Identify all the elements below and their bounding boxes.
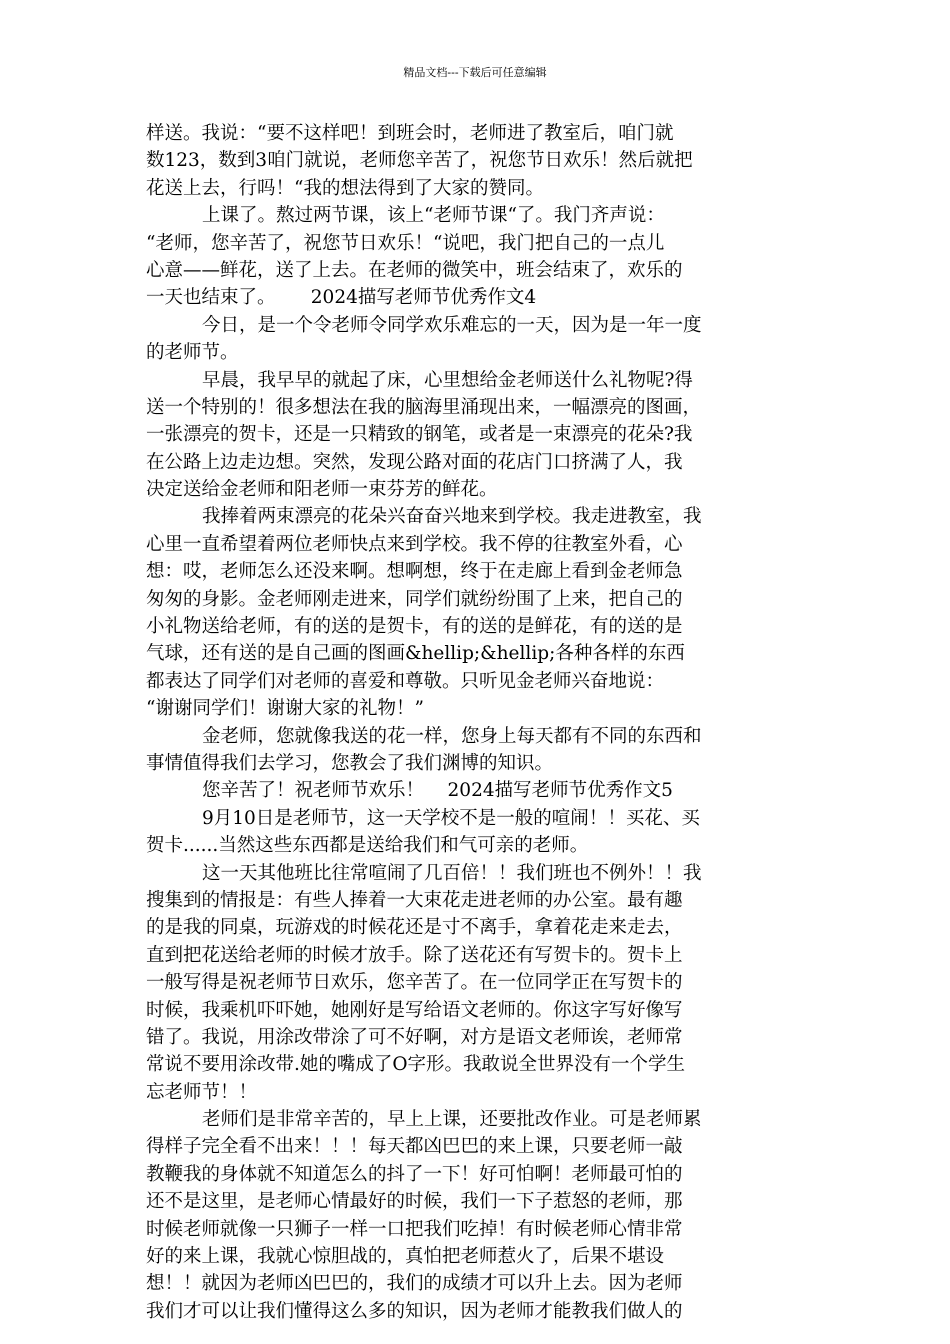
text-line: 数123，数到3咱门就说，老师您辛苦了，祝您节日欢乐！然后就把 bbox=[146, 150, 693, 172]
text-line: 气球，还有送的是自己画的图画&hellip;&hellip;各种各样的东西 bbox=[146, 643, 685, 665]
text-line: 的是我的同桌，玩游戏的时候花还是寸不离手，拿着花走来走去， bbox=[146, 917, 683, 939]
text-line: 这一天其他班比往常喧闹了几百倍！！我们班也不例外！！我 bbox=[202, 862, 702, 884]
text-line: 我捧着两束漂亮的花朵兴奋奋兴地来到学校。我走进教室，我 bbox=[202, 506, 702, 528]
text-line: 9月10日是老师节，这一天学校不是一般的喧闹！！买花、买 bbox=[202, 807, 700, 829]
text-line: 的老师节。 bbox=[146, 342, 239, 364]
text-line: 金老师，您就像我送的花一样，您身上每天都有不同的东西和 bbox=[202, 725, 702, 747]
text-line: 决定送给金老师和阳老师一束芬芳的鲜花。 bbox=[146, 479, 498, 501]
text-line: 教鞭我的身体就不知道怎么的抖了一下！好可怕啊！老师最可怕的 bbox=[146, 1163, 683, 1185]
text-line: 我们才可以让我们懂得这么多的知识，因为老师才能教我们做人的 bbox=[146, 1300, 683, 1322]
text-line: 好的来上课，我就心惊胆战的，真怕把老师惹火了，后果不堪设 bbox=[146, 1246, 665, 1268]
text-line: 想！！就因为老师凶巴巴的，我们的成绩才可以升上去。因为老师 bbox=[146, 1273, 683, 1295]
text-line: 时候老师就像一只狮子一样一口把我们吃掉！有时候老师心情非常 bbox=[146, 1218, 683, 1240]
text-line: 时候，我乘机吓吓她，她刚好是写给语文老师的。你这字写好像写 bbox=[146, 999, 683, 1021]
text-line: 错了。我说，用涂改带涂了可不好啊，对方是语文老师诶，老师常 bbox=[146, 1026, 683, 1048]
text-line: 匆匆的身影。金老师刚走进来，同学们就纷纷围了上来，把自己的 bbox=[146, 588, 683, 610]
text-line: 今日，是一个令老师令同学欢乐难忘的一天，因为是一年一度 bbox=[202, 314, 702, 336]
text-line: 一张漂亮的贺卡，还是一只精致的钢笔，或者是一束漂亮的花朵?我 bbox=[146, 424, 693, 446]
document-body bbox=[146, 120, 816, 1325]
text-line: 老师们是非常辛苦的，早上上课，还要批改作业。可是老师累 bbox=[202, 1109, 702, 1131]
text-line: 在公路上边走边想。突然，发现公路对面的花店门口挤满了人，我 bbox=[146, 451, 683, 473]
text-line: 您辛苦了！祝老师节欢乐！ 2024描写老师节优秀作文5 bbox=[202, 780, 673, 802]
text-line: “谢谢同学们！谢谢大家的礼物！” bbox=[146, 698, 424, 720]
text-line: 搜集到的情报是：有些人捧着一大束花走进老师的办公室。最有趣 bbox=[146, 889, 683, 911]
text-line: 样送。我说：“要不这样吧！到班会时，老师进了教室后，咱门就 bbox=[146, 123, 674, 144]
text-line: 送一个特别的！很多想法在我的脑海里涌现出来，一幅漂亮的图画， bbox=[146, 396, 702, 418]
text-line: 心意——鲜花，送了上去。在老师的微笑中，班会结束了，欢乐的 bbox=[146, 259, 683, 281]
text-line: 想：哎，老师怎么还没来啊。想啊想，终于在走廊上看到金老师急 bbox=[146, 561, 683, 583]
text-line: 直到把花送给老师的时候才放手。除了送花还有写贺卡的。贺卡上 bbox=[146, 944, 683, 966]
text-line: 上课了。熬过两节课，该上“老师节课“了。我门齐声说： bbox=[202, 205, 665, 227]
text-line: 一般写得是祝老师节日欢乐，您辛苦了。在一位同学正在写贺卡的 bbox=[146, 972, 683, 994]
text-line: 都表达了同学们对老师的喜爱和尊敬。只听见金老师兴奋地说： bbox=[146, 670, 665, 692]
text-line: 小礼物送给老师，有的送的是贺卡，有的送的是鲜花，有的送的是 bbox=[146, 616, 683, 638]
text-line: 常说不要用涂改带.她的嘴成了O字形。我敢说全世界没有一个学生 bbox=[146, 1054, 686, 1076]
text-line: 还不是这里，是老师心情最好的时候，我们一下子惹怒的老师，那 bbox=[146, 1191, 683, 1213]
text-line: 心里一直希望着两位老师快点来到学校。我不停的往教室外看，心 bbox=[146, 533, 683, 555]
text-line: 花送上去，行吗！“我的想法得到了大家的赞同。 bbox=[146, 177, 544, 199]
text-line: 一天也结束了。 2024描写老师节优秀作文4 bbox=[146, 287, 537, 309]
page-header: 精品文档---下载后可任意编辑 bbox=[403, 66, 547, 79]
text-line: 事情值得我们去学习，您教会了我们渊博的知识。 bbox=[146, 752, 554, 774]
text-line: 早晨，我早早的就起了床，心里想给金老师送什么礼物呢?得 bbox=[202, 369, 693, 391]
text-line: 贺卡......当然这些东西都是送给我们和气可亲的老师。 bbox=[146, 835, 589, 857]
text-line: 得样子完全看不出来！！！每天都凶巴巴的来上课，只要老师一敲 bbox=[146, 1136, 683, 1158]
text-line: 忘老师节！！ bbox=[146, 1081, 258, 1103]
text-line: “老师，您辛苦了，祝您节日欢乐！“说吧，我门把自己的一点儿 bbox=[146, 232, 665, 254]
